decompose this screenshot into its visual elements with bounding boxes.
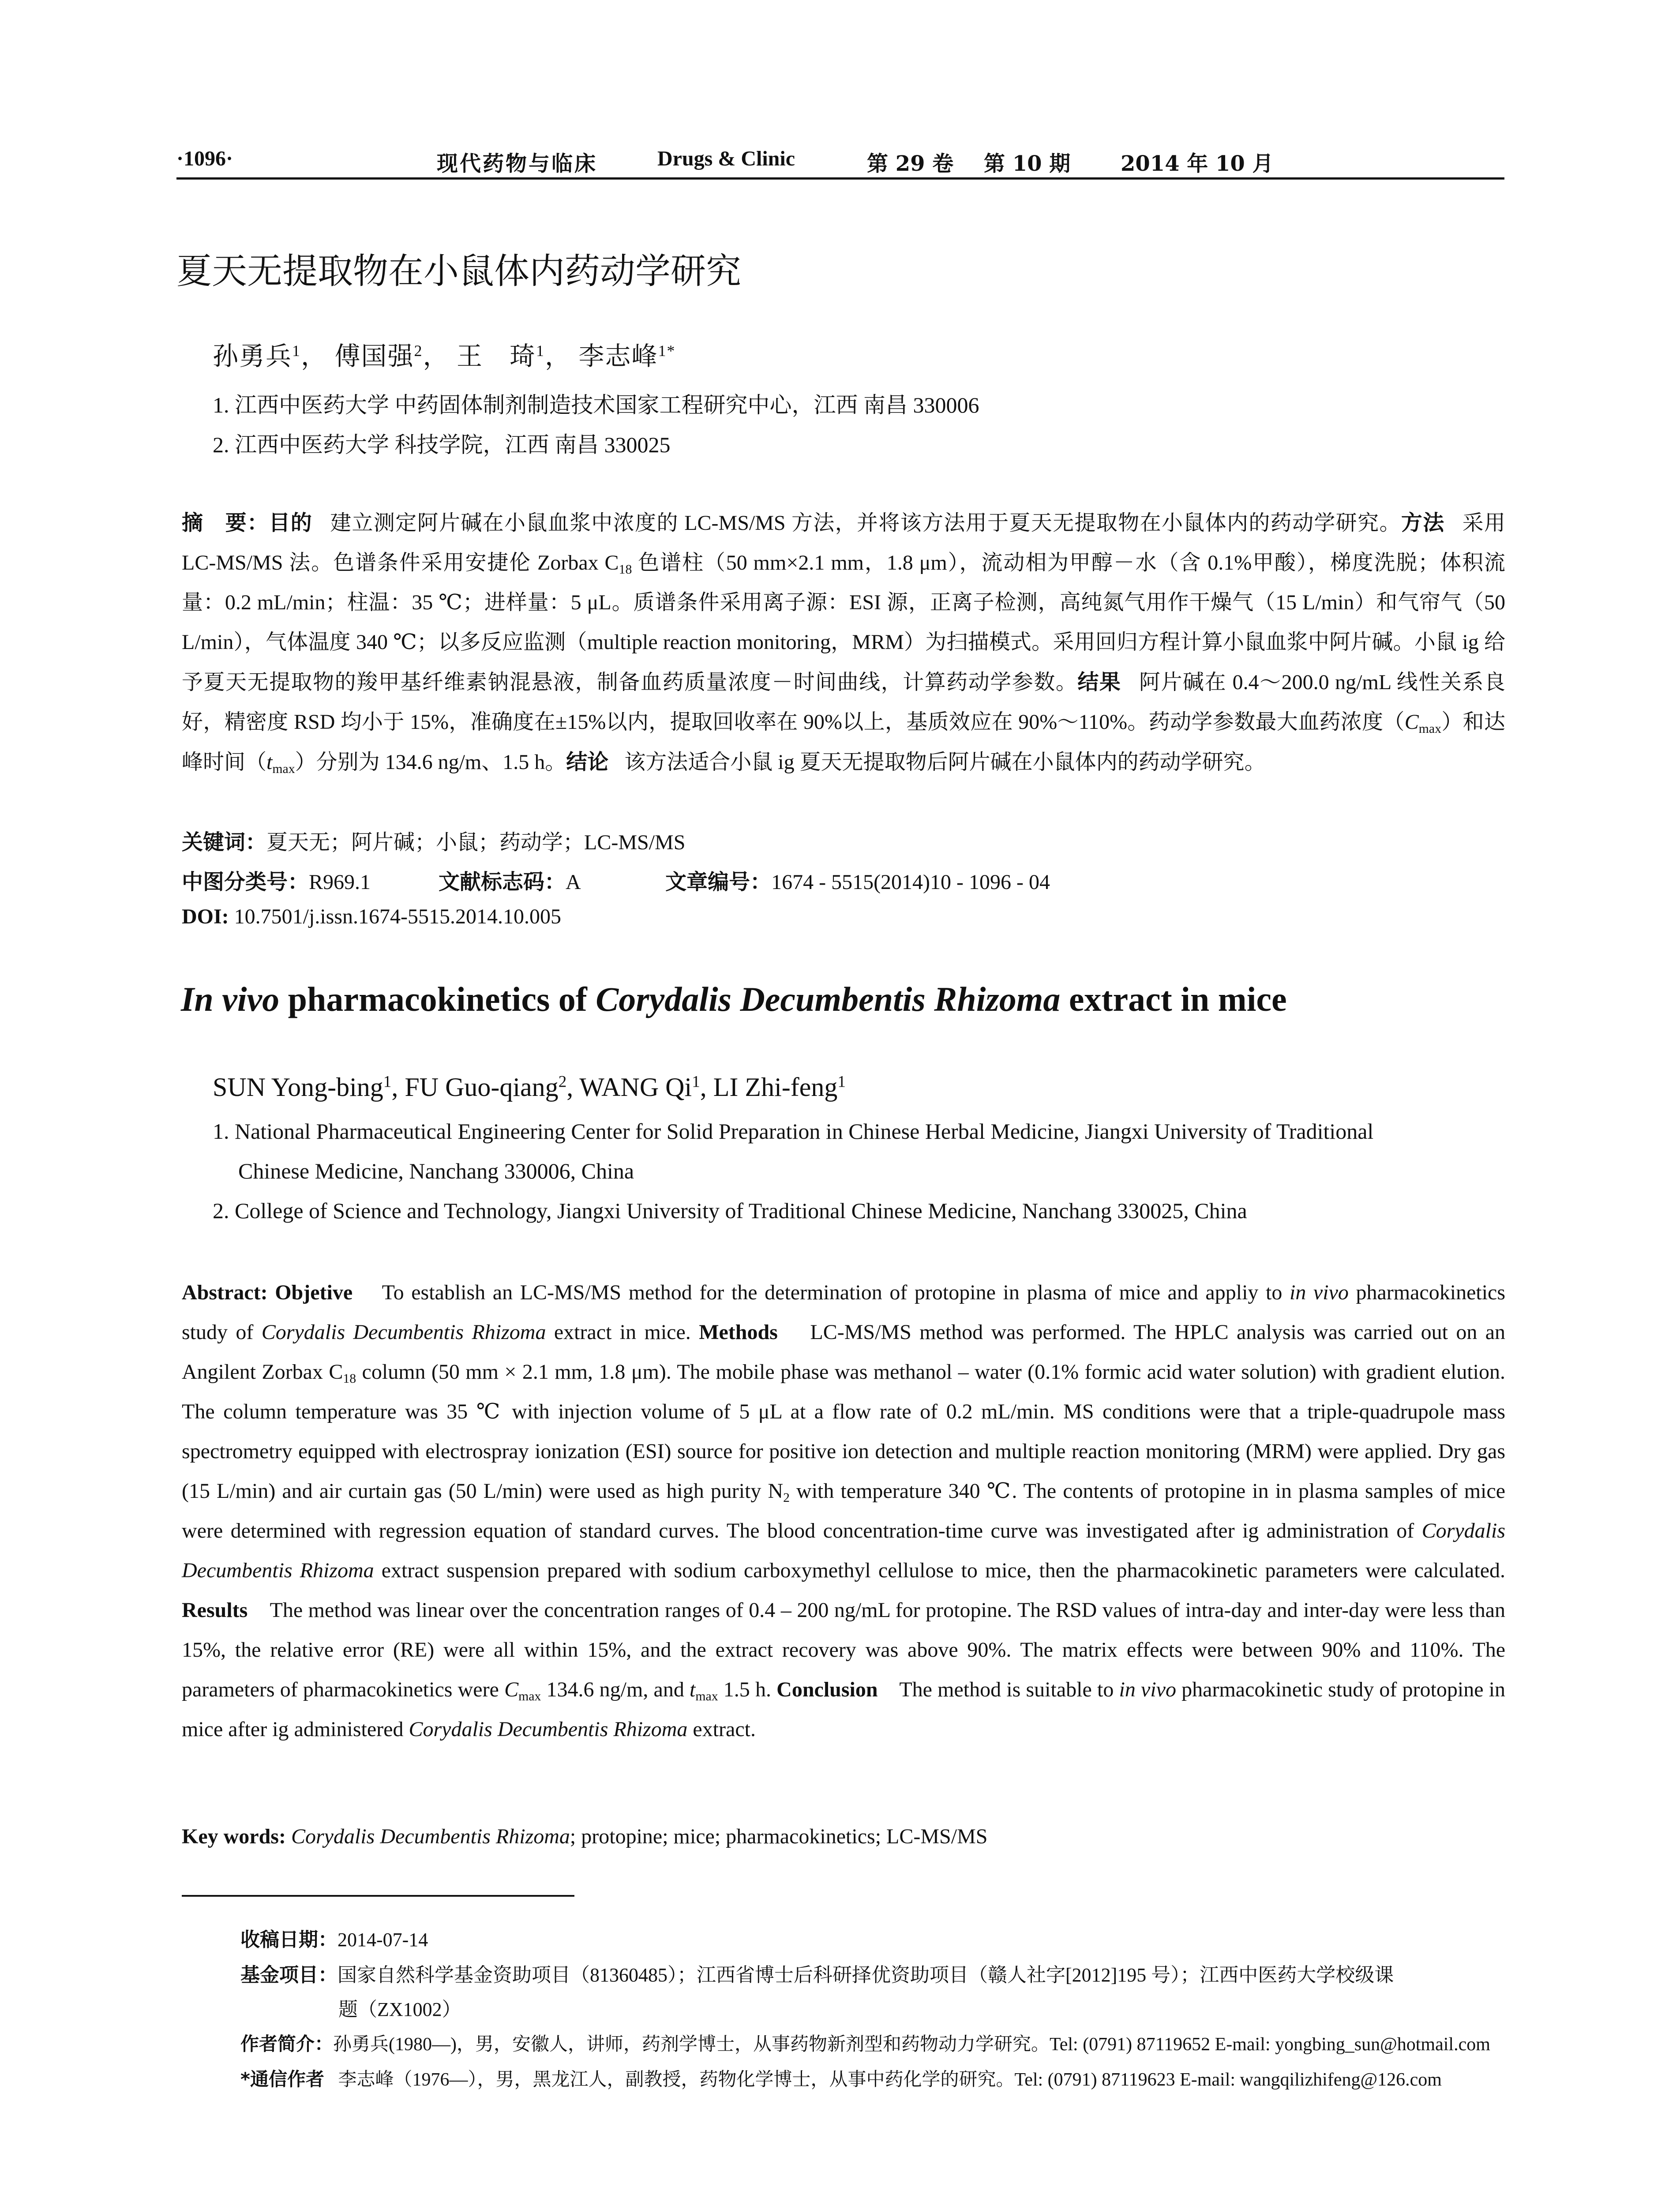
tmax-symbol: t (266, 750, 273, 774)
doc-code-value: A (566, 870, 580, 894)
c18-subscript: 18 (619, 562, 632, 577)
results-label: Results (182, 1598, 248, 1622)
fund-text: 国家自然科学基金资助项目（81360485）；江西省博士后科研择优资助项目（赣人社字[2012]195 号）；江西中医药大学校级课 (338, 1964, 1394, 1986)
received-date: 2014-07-14 (338, 1929, 428, 1951)
title-en-text: pharmacokinetics of (279, 980, 596, 1018)
clc-label: 中图分类号： (182, 870, 309, 894)
author-bio-label: 作者简介： (240, 2033, 334, 2055)
article-number-label: 文章编号： (665, 870, 772, 894)
classification (182, 865, 1050, 895)
title-en-italic: In vivo (181, 980, 280, 1018)
results-text: 134.6 ng/m, and (541, 1678, 690, 1701)
author-affiliation-mark: 1 (692, 1073, 700, 1091)
results-text: 阿片碱在 0.4～200.0 ng/mL 线性关系良好，精密度 RSD 均小于 15%，准确度在±15%以内，提取回收率在 90%以上，基质效应在 90%～110%。药动学参数最大血药浓度（ (182, 671, 1505, 734)
species-name: Corydalis Decumbentis Rhizoma (261, 1321, 546, 1344)
abstract-cn (182, 503, 1505, 782)
methods-text: 色谱柱（50 mm×2.1 mm，1.8 μm），流动相为甲醇－水（含 0.1%甲酸），梯度洗脱；体积流量：0.2 mL/min；柱温：35 ℃；进样量：5 μL。质谱条件采用离子源：ESI 源，正离子检测，高纯氮气用作干燥气（15 L/min）和气帘气（50 L/min），气体温度 340 ℃；以多反应监测（multiple reaction monitoring，MRM）为扫描模式。采用回归方程计算小鼠血浆中阿片碱。小鼠 ig 给予夏天无提取物的羧甲基纤维素钠混悬液，制备血药质量浓度－时间曲线，计算药动学参数。 (182, 551, 1505, 694)
received-label: 收稿日期： (240, 1928, 338, 1951)
footnote-received (240, 1924, 428, 1952)
article-number-value: 1674 - 5515(2014)10 - 1096 - 04 (771, 870, 1050, 894)
author-affiliation-mark: 1* (658, 342, 676, 360)
cmax-symbol: C (1404, 710, 1419, 734)
methods-text: LC-MS/MS method was performed. The HPLC analysis was carried out on an Angilent Zorbax C (182, 1321, 1506, 1384)
author-name: LI Zhi-feng (713, 1073, 838, 1102)
objective-text: To establish an LC-MS/MS method for the determination of protopine in plasma of mice and appliy to (382, 1281, 1290, 1304)
in-vivo: in vivo (1119, 1678, 1176, 1701)
running-header (176, 140, 1504, 180)
corresponding-text: 李志峰（1976—），男，黑龙江人，副教授，药物化学博士，从事中药化学的研究。Tel: (0791) 87119623 E-mail: wangqilizhifeng@126.com (338, 2070, 1442, 2090)
author-affiliation-mark: 2 (558, 1073, 567, 1091)
footnote-author (240, 2030, 1490, 2056)
author-name: SUN Yong-bing (213, 1073, 383, 1102)
n2-subscript: 2 (783, 1490, 790, 1505)
conclusion-label: 结论 (566, 750, 609, 774)
author-name: 孙勇兵 (213, 342, 292, 371)
clc-value: R969.1 (309, 870, 371, 894)
conclusion-text: pharmacokinetic study of protopine in mice after ig administered (182, 1678, 1506, 1741)
keywords-cn (182, 825, 685, 855)
keywords-en (182, 1824, 987, 1849)
methods-text: extract suspension prepared with sodium carboxymethyl cellulose to mice, then the pharmacokinetic parameters were calculated. (374, 1559, 1505, 1582)
methods-text: with temperature 340 ℃. The contents of protopine in in plasma samples of mice were determined with regression equation of standard curves. The blood concentration-time curve was investigated after ig administration of (182, 1479, 1505, 1542)
footnote-corresponding (240, 2065, 1442, 2091)
keywords-cn-text: 夏天无；阿片碱；小鼠；药动学；LC-MS/MS (266, 831, 686, 854)
title-cn: 夏天无提取物在小鼠体内药动学研究 (176, 251, 741, 292)
issue: 第 10 期 (984, 151, 1071, 176)
c18-subscript: 18 (343, 1371, 356, 1386)
results-label: 结果 (1077, 670, 1121, 694)
species-name: Corydalis Decumbentis Rhizoma (409, 1718, 688, 1741)
title-en (181, 979, 1287, 1019)
tmax-symbol: t (690, 1678, 696, 1701)
page-number: ·1096· (176, 147, 233, 170)
doi-label: DOI: (182, 905, 229, 928)
affiliation-cn-1: 1. 江西中医药大学 中药固体制剂制造技术国家工程研究中心，江西 南昌 330006 (213, 393, 979, 417)
results-text: ）分别为 134.6 ng/m、1.5 h。 (295, 750, 566, 774)
abstract-en (182, 1273, 1505, 1749)
in-vivo: in vivo (1289, 1281, 1349, 1304)
author-affiliation-mark: 1 (292, 342, 301, 360)
results-text: 1.5 h. (718, 1678, 771, 1701)
author-affiliation-mark: 1 (837, 1073, 846, 1091)
corresponding-label: *通信作者 (240, 2068, 324, 2090)
conclusion-text: extract. (687, 1718, 756, 1741)
keywords-cn-label: 关键词： (182, 830, 267, 855)
volume: 第 29 卷 (867, 151, 954, 176)
author-name: 李志峰 (578, 342, 658, 371)
author-name: FU Guo-qiang (405, 1073, 559, 1102)
doc-code-label: 文献标志码： (439, 870, 566, 894)
author-affiliation-mark: 2 (414, 342, 423, 360)
affiliation-cn-2: 2. 江西中医药大学 科技学院，江西 南昌 330025 (213, 432, 671, 457)
methods-text: column (50 mm × 2.1 mm, 1.8 μm). The mobile phase was methanol – water (0.1% formic acid water solution) with gradient elution. The column temperature was 35 ℃ with injection volume of 5 μL at a flow rate of 0.2 mL/min. MS conditions were that a triple-quadrupole mass spectrometry equipped with electrospray ionization (ESI) source for positive ion detection and multiple reaction monitoring (MRM) were applied. Dry gas (15 L/min) and air curtain gas (50 L/min) were used as high purity N (182, 1360, 1506, 1503)
conclusion-text: The method is suitable to (899, 1678, 1119, 1701)
journal-name-en: Drugs & Clinic (657, 147, 795, 170)
cmax-subscript: max (1418, 721, 1441, 736)
doi-value: 10.7501/j.issn.1674-5515.2014.10.005 (234, 905, 562, 928)
abstract-cn-label: 摘 要： (182, 510, 269, 535)
affiliation-en-1-cont: Chinese Medicine, Nanchang 330006, China (238, 1159, 634, 1183)
cmax-symbol: C (504, 1678, 519, 1701)
title-en-species: Corydalis Decumbentis Rhizoma (596, 980, 1061, 1018)
conclusion-label: Conclusion (776, 1678, 878, 1701)
species-name: Corydalis Decumbentis Rhizoma (291, 1825, 570, 1848)
objective-text: extract in mice. (546, 1321, 691, 1344)
authors-cn: 孙勇兵$^1$， 傅国强$^2$， 王 琦$^1$， 李志峰$^{1*}$ (213, 342, 676, 371)
methods-label: Methods (699, 1321, 778, 1344)
issue-date: 2014 年 10 月 (1121, 151, 1274, 176)
authors-en: SUN Yong-bing$^1$, FU Guo-qiang$^2$, WANG Qi$^1$, LI Zhi-feng$^1$ (213, 1073, 846, 1102)
doi (182, 904, 561, 929)
cmax-subscript: max (518, 1688, 541, 1703)
conclusion-text: 该方法适合小鼠 ig 夏天无提取物后阿片碱在小鼠体内的药动学研究。 (624, 750, 1266, 774)
objective-text: 建立测定阿片碱在小鼠血浆中浓度的 LC-MS/MS 方法，并将该方法用于夏天无提取物在小鼠体内的药动学研究。 (330, 511, 1401, 535)
journal-name-cn: 现代药物与临床 (437, 151, 598, 176)
results-text: The method was linear over the concentration ranges of 0.4 – 200 ng/mL for protopine. The RSD values of intra-day and inter-day were less than 15%, the relative error (RE) were all within 15%, and the extract recovery was above 90%. The matrix effects were between 90% and 110%. The parameters of pharmacokinetics were (182, 1598, 1506, 1701)
tmax-subscript: max (695, 1688, 718, 1703)
author-affiliation-mark: 1 (536, 342, 545, 360)
abstract-en-label: Abstract: Objetive (182, 1281, 353, 1304)
footnote-fund-cont: 题（ZX1002） (338, 1999, 461, 2020)
keywords-en-label: Key words: (182, 1825, 286, 1848)
methods-label: 方法 (1401, 510, 1445, 535)
affiliation-en-1: 1. National Pharmaceutical Engineering Center for Solid Preparation in Chinese Herbal Medicine, Jiangxi University of Traditional (213, 1119, 1374, 1144)
objective-text: pharmacokinetics study of (182, 1281, 1506, 1344)
author-affiliation-mark: 1 (383, 1073, 392, 1091)
author-name: WANG Qi (579, 1073, 692, 1102)
author-name: 傅国强 (334, 342, 414, 371)
methods-text: 采用 LC-MS/MS 法。色谱条件采用安捷伦 Zorbax C (182, 511, 1505, 574)
footnote-fund (240, 1959, 1394, 1987)
affiliation-en-2: 2. College of Science and Technology, Jiangxi University of Traditional Chinese Medicine, Nanchang 330025, China (213, 1198, 1247, 1223)
results-text: ）和达峰时间（ (182, 710, 1505, 774)
author-name: 王 琦 (457, 342, 536, 371)
fund-label: 基金项目： (240, 1964, 338, 1986)
species-name: Corydalis Decumbentis Rhizoma (182, 1519, 1505, 1582)
objective-label: 目的 (269, 510, 313, 535)
title-en-text: extract in mice (1060, 980, 1287, 1018)
author-bio-text: 孙勇兵(1980—)，男，安徽人，讲师，药剂学博士，从事药物新剂型和药物动力学研究。Tel: (0791) 87119652 E-mail: yongbing_sun@hotmail.com (333, 2034, 1490, 2055)
footnote-divider (182, 1895, 574, 1897)
keywords-en-text: ; protopine; mice; pharmacokinetics; LC-MS/MS (570, 1825, 988, 1848)
tmax-subscript: max (272, 761, 295, 776)
